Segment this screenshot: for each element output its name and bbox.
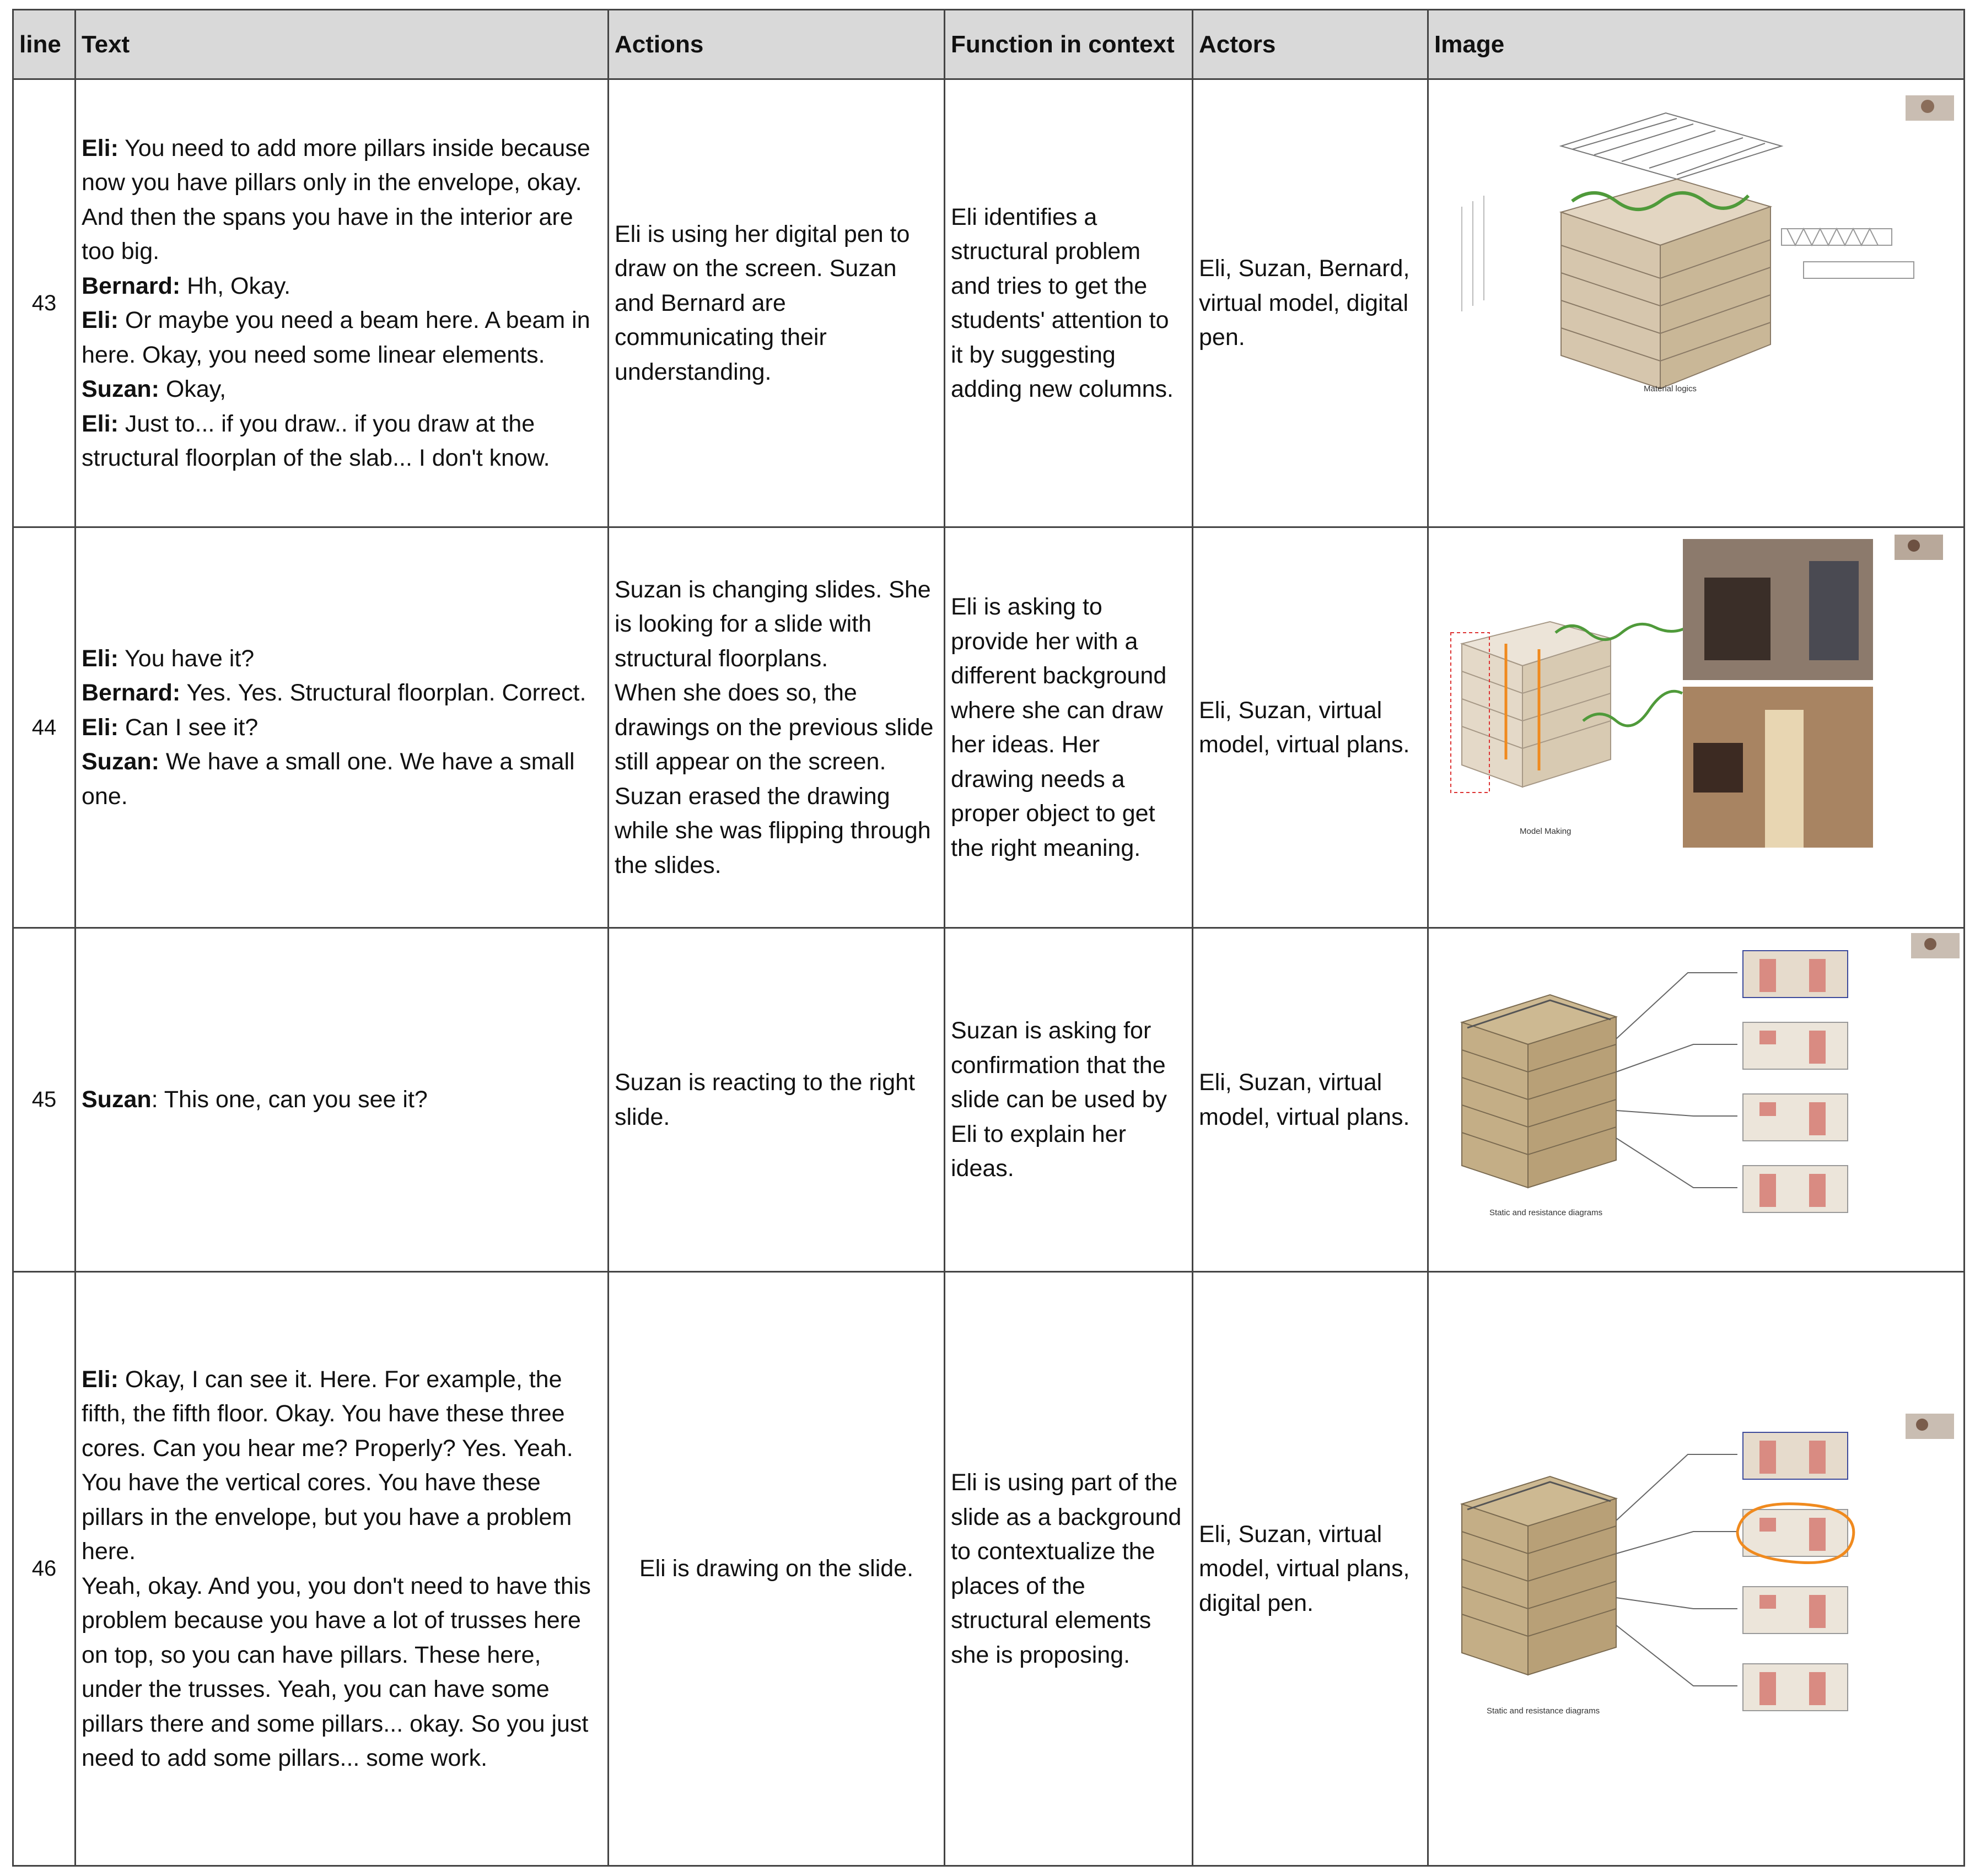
utterance xyxy=(82,269,602,304)
action-text: Suzan erased the drawing while she was flipping through the slides. xyxy=(615,783,931,878)
utterance-text: : This one, can you see it? xyxy=(151,1086,428,1113)
axonometric-building-diagram xyxy=(1429,929,1965,1271)
dialogue-text xyxy=(76,79,609,527)
actors-cell: Eli, Suzan, Bernard, virtual model, digital pen. xyxy=(1193,79,1428,527)
utterance xyxy=(82,303,602,372)
utterance-text: Hh, Okay. xyxy=(180,272,291,299)
utterance-text: You need to add more pillars inside because now you have pillars only in the envelope, okay. And then the spans you have in the interior are too big. xyxy=(82,134,590,265)
function-cell: Eli identifies a structural problem and tries to get the students' attention to it by suggesting adding new columns. xyxy=(945,79,1193,527)
actors-cell: Eli, Suzan, virtual model, virtual plans. xyxy=(1193,928,1428,1272)
line-number: 46 xyxy=(13,1272,76,1866)
image-cell xyxy=(1428,527,1965,928)
floor-plan-stack xyxy=(1743,1432,1848,1711)
utterance xyxy=(82,1569,602,1776)
person-in-photo xyxy=(1704,578,1770,660)
speaker: Eli: xyxy=(82,645,119,672)
actions-cell: Eli is using her digital pen to draw on the screen. Suzan and Bernard are communicating their understanding. xyxy=(609,79,945,527)
model-in-photo xyxy=(1765,710,1804,848)
table-row xyxy=(13,1272,1965,1866)
person-in-photo xyxy=(1693,743,1743,793)
speaker: Eli: xyxy=(82,410,119,437)
image-cell xyxy=(1428,1272,1965,1866)
building-block-icon xyxy=(1462,622,1611,787)
webcam-person-icon xyxy=(1916,1419,1928,1431)
utterance-text: We have a small one. We have a small one. xyxy=(82,748,575,810)
building-block-icon xyxy=(1462,1476,1616,1675)
webcam-thumbnail xyxy=(1906,1414,1954,1439)
utterance xyxy=(82,131,602,269)
dialogue-text xyxy=(76,527,609,928)
webcam-person-icon xyxy=(1924,938,1936,950)
speaker: Suzan xyxy=(82,1086,152,1113)
utterance-text: Okay, I can see it. Here. For example, the fifth, the fifth floor. Okay. You have these three cores. Can you hear me? Properly? Yes. Yeah. xyxy=(82,1366,573,1462)
action-text: Suzan is changing slides. She is looking for a slide with structural floorplans. xyxy=(615,576,931,672)
utterance-text: Yes. Yes. Structural floorplan. Correct. xyxy=(180,680,586,707)
speaker: Eli: xyxy=(82,1366,119,1393)
actions-cell: Suzan is reacting to the right slide. xyxy=(609,928,945,1272)
actors-cell: Eli, Suzan, virtual model, virtual plans, digital pen. xyxy=(1193,1272,1428,1866)
utterance xyxy=(82,1082,602,1117)
line-number: 43 xyxy=(13,79,76,527)
table-row xyxy=(13,79,1965,527)
truss-diagram xyxy=(1782,229,1914,278)
action-text: When she does so, the drawings on the previous slide still appear on the screen. xyxy=(615,680,934,775)
header-row xyxy=(13,10,1965,79)
speaker: Suzan: xyxy=(82,748,159,775)
actions-cell xyxy=(609,527,945,928)
speaker: Eli: xyxy=(82,134,119,161)
axonometric-building-diagram xyxy=(1429,1273,1965,1865)
function-cell: Suzan is asking for confirmation that the slide can be used by Eli to explain her ideas. xyxy=(945,928,1193,1272)
image-caption: Static and resistance diagrams xyxy=(1489,1208,1603,1217)
utterance-text: Or maybe you need a beam here. A beam in here. Okay, you need some linear elements. xyxy=(82,307,590,368)
pillars-diagram xyxy=(1462,196,1484,311)
speaker: Eli: xyxy=(82,307,119,333)
image-cell xyxy=(1428,928,1965,1272)
image-cell xyxy=(1428,79,1965,527)
utterance-text: Yeah, okay. And you, you don't need to have this problem because you have a lot of trusses here on top, so you can have pillars. These here, under the trusses. Yeah, you can have some pillars there and some pillars... okay. So you just need to add some pillars... some work. xyxy=(82,1572,591,1771)
speaker: Suzan: xyxy=(82,376,159,402)
dialogue-text xyxy=(76,1272,609,1866)
header-function: Function in context xyxy=(945,10,1193,79)
axonometric-building-diagram xyxy=(1429,80,1965,526)
function-cell: Eli is asking to provide her with a different background where she can draw her ideas. Her drawing needs a proper object to get the right meaning. xyxy=(945,527,1193,928)
floor-plan-stack xyxy=(1743,951,1848,1212)
speaker: Bernard: xyxy=(82,680,181,707)
table-row xyxy=(13,928,1965,1272)
actions-cell: Eli is drawing on the slide. xyxy=(609,1272,945,1866)
building-block-icon xyxy=(1462,995,1616,1188)
table-row xyxy=(13,527,1965,928)
webcam-person-icon xyxy=(1921,100,1934,113)
utterance-text: You have it? xyxy=(118,645,255,672)
utterance xyxy=(82,745,602,813)
leader-lines xyxy=(1616,973,1737,1188)
speaker: Bernard: xyxy=(82,272,181,299)
building-block-icon xyxy=(1561,179,1770,389)
line-number: 44 xyxy=(13,527,76,928)
utterance-text: Can I see it? xyxy=(118,714,259,741)
utterance xyxy=(82,641,602,676)
model-in-photo xyxy=(1809,561,1859,660)
utterance-text: Okay, xyxy=(159,376,227,402)
image-caption: Material logics xyxy=(1644,384,1697,393)
utterance xyxy=(82,1362,602,1466)
header-line: line xyxy=(13,10,76,79)
utterance xyxy=(82,710,602,745)
truss-roof-icon xyxy=(1561,113,1782,179)
building-model-diagram xyxy=(1429,528,1965,927)
header-image: Image xyxy=(1428,10,1965,79)
speaker: Eli: xyxy=(82,714,119,741)
transcript-table xyxy=(12,9,1965,1867)
utterance xyxy=(82,676,602,710)
header-text: Text xyxy=(76,10,609,79)
actors-cell: Eli, Suzan, virtual model, virtual plans. xyxy=(1193,527,1428,928)
utterance-text: Just to... if you draw.. if you draw at the structural floorplan of the slab... I don't know. xyxy=(82,410,550,471)
webcam-person-icon xyxy=(1908,540,1920,552)
utterance xyxy=(82,407,602,476)
utterance xyxy=(82,372,602,407)
header-actions: Actions xyxy=(609,10,945,79)
leader-lines xyxy=(1616,1454,1737,1686)
function-cell: Eli is using part of the slide as a background to contextualize the places of the structural elements she is proposing. xyxy=(945,1272,1193,1866)
utterance-text: You have the vertical cores. You have these pillars in the envelope, but you have a problem here. xyxy=(82,1469,572,1565)
image-caption: Static and resistance diagrams xyxy=(1487,1706,1600,1716)
utterance xyxy=(82,1465,602,1569)
dialogue-text xyxy=(76,928,609,1272)
line-number: 45 xyxy=(13,928,76,1272)
image-caption: Model Making xyxy=(1520,827,1572,836)
header-actors: Actors xyxy=(1193,10,1428,79)
